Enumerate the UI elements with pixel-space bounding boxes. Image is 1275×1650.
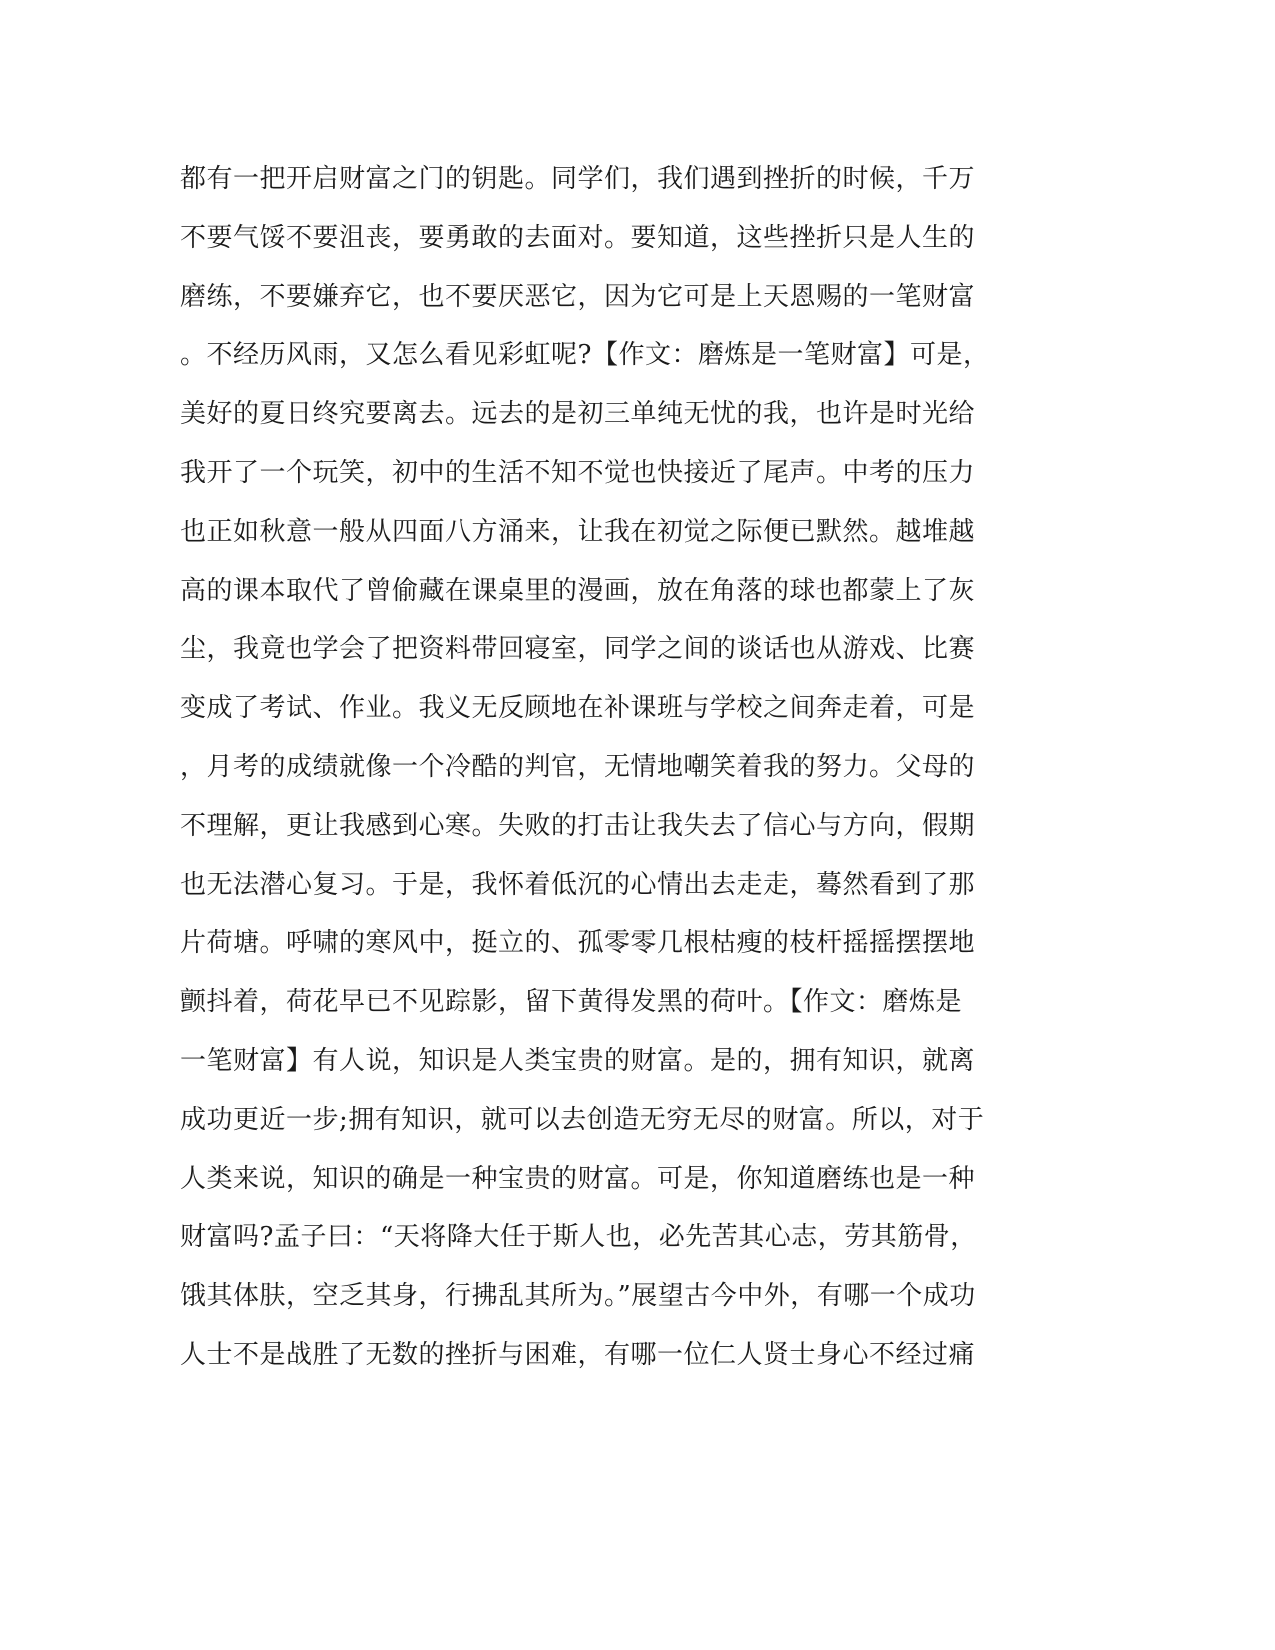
text-line: 也无法潜心复习。于是，我怀着低沉的心情出去走走，蓦然看到了那 xyxy=(180,869,976,900)
body-text xyxy=(180,150,1080,1385)
text-line: 成功更近一步;拥有知识，就可以去创造无穷无尽的财富。所以，对于 xyxy=(180,1104,985,1135)
text-line: 美好的夏日终究要离去。远去的是初三单纯无忧的我，也许是时光给 xyxy=(180,399,976,430)
text-line: 财富吗?孟子曰：“天将降大任于斯人也，必先苦其心志，劳其筋骨， xyxy=(180,1222,977,1253)
text-line: 一笔财富】有人说，知识是人类宝贵的财富。是的，拥有知识，就离 xyxy=(180,1045,976,1076)
text-line: 人士不是战胜了无数的挫折与困难，有哪一位仁人贤士身心不经过痛 xyxy=(180,1339,976,1370)
text-line: 都有一把开启财富之门的钥匙。同学们，我们遇到挫折的时候，千万 xyxy=(180,164,976,194)
text-line: 。不经历风雨，又怎么看见彩虹呢?【作文：磨炼是一笔财富】可是， xyxy=(180,340,990,371)
text-line: 变成了考试、作业。我义无反顾地在补课班与学校之间奔走着，可是 xyxy=(180,693,976,724)
text-line: 我开了一个玩笑，初中的生活不知不觉也快接近了尾声。中考的压力 xyxy=(180,457,976,488)
text-line: 磨练，不要嫌弃它，也不要厌恶它，因为它可是上天恩赐的一笔财富 xyxy=(180,281,976,312)
text-line: 饿其体肤，空乏其身，行拂乱其所为。”展望古今中外，有哪一个成功 xyxy=(180,1281,976,1312)
text-line: 高的课本取代了曾偷藏在课桌里的漫画，放在角落的球也都蒙上了灰 xyxy=(180,575,976,606)
text-line: 人类来说，知识的确是一种宝贵的财富。可是，你知道磨练也是一种 xyxy=(180,1163,976,1194)
text-line: 也正如秋意一般从四面八方涌来，让我在初觉之际便已默然。越堆越 xyxy=(180,516,976,547)
text-line: 片荷塘。呼啸的寒风中，挺立的、孤零零几根枯瘦的枝杆摇摇摆摆地 xyxy=(180,928,976,959)
text-line: 颤抖着，荷花早已不见踪影，留下黄得发黑的荷叶。【作文：磨炼是 xyxy=(180,987,963,1018)
text-line: 不理解，更让我感到心寒。失败的打击让我失去了信心与方向，假期 xyxy=(180,810,976,841)
text-line: 不要气馁不要沮丧，要勇敢的去面对。要知道，这些挫折只是人生的 xyxy=(180,222,976,253)
text-line: ，月考的成绩就像一个冷酷的判官，无情地嘲笑着我的努力。父母的 xyxy=(180,751,976,782)
text-line: 尘，我竟也学会了把资料带回寝室，同学之间的谈话也从游戏、比赛 xyxy=(180,634,976,665)
